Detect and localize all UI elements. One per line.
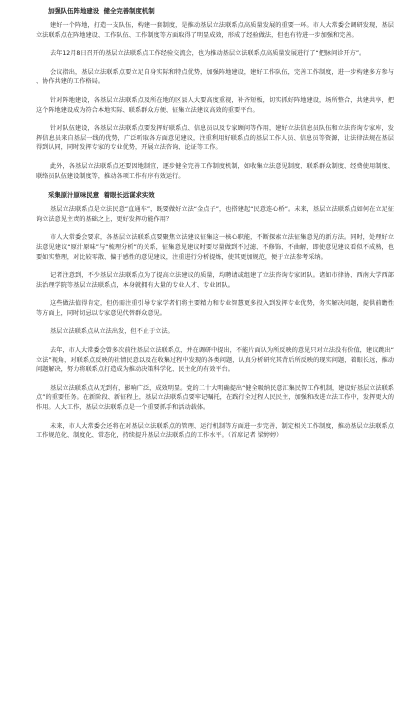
paragraph: 针对阵地建设，各基层立法联系点及所在地的区县人大要高度重视，补齐短板，切实抓好阵地建设，场所整合，共建共享，把这个阵地建设成为符合本地实际、联系群众方便、征集立法建议高效的重要平台。	[36, 96, 394, 114]
paragraph: 这些做法值得肯定，但仍需注重引导专家学者们将主要精力和专业智慧更多投入到发挥专业优势，务实解决问题，提供前瞻性等方面上，同时切忌以专家意见代替群众意见。	[36, 300, 394, 317]
paragraph: 针对队伍建设，各基层立法联系点要发挥好联系点、信息员以及专家顾问等作用，建好立法信息员队伍和立法咨询专家库，发挥信息员来自基层一线的优势，广泛听取各方面意见建议，注重利用好联系点的基层工作人员、信息员等资源，让法律法规在基层得到认同，同时发挥专家的专业优势，开展立法咨询、论证等工作。	[36, 125, 394, 152]
paragraph: 去年12月8日召开的基层立法联系点工作经验交流会，也为推动基层立法联系点高质量发展进行了“把脉问诊开方”。	[50, 50, 366, 58]
paragraph: 去年，市人大常委会曾多次前往基层立法联系点，并在调研中提出，不能片面认为所反映的意见只对立法没有价值，建议跳出“立法”视角，对联系点反映的社情民意以及在收集过程中发现的各类问题，认真分析研究其背后所反映的现实问题，着眼长远，推动问题解决，努力将联系点打造成为推动决策科学化、民主化的有效平台。	[36, 347, 394, 374]
paragraph: 基层立法联系点是立法民意“直通车”，既要做好立法“金点子”，也搭建起“民意连心桥”。未来，基层立法联系点如何在立足征询立法意见主责的基础之上，更好发挥功能作用？	[36, 206, 394, 223]
paragraph: 此外，各基层立法联系点还要因地制宜，逐步健全完善工作制度机制，如收集立法意见制度、联系群众制度、经费使用制度、联络员队伍建设制度等，推动各项工作有序有效运行。	[36, 162, 394, 180]
section-heading-public-opinion: 采集原汁原味民意 着眼长远谋求实效	[48, 191, 155, 200]
paragraph: 建好一个阵地，打造一支队伍，构建一套制度，是推动基层立法联系点高质量发展的重要一环。市人大常委会调研发现，基层立法联系点在阵地建设、工作队伍、工作制度等方面取得了明显成效，形成了经验做法，但也有待进一步加强和完善。	[36, 22, 394, 39]
paragraph: 基层立法联系点从无到有，影响广泛，成效明显。党的二十大明确提出“健全吸纳民意汇集民智工作机制，建设好基层立法联系点”的重要任务。在新阶段、新征程上，基层立法联系点要牢记嘱托，在践行全过程人民民主，加强和改进立法工作中，发挥更大的作用。人大工作，基层立法联系点是一个重要抓手和活动载体。	[36, 384, 394, 412]
paragraph: 会议指出，基层立法联系点要立足自身实际和特点优势，加强阵地建设，建好工作队伍，完善工作制度，进一步构建多方参与、协作共建的工作格局。	[36, 68, 394, 86]
paragraph: 基层立法联系点从立法出发，但不止于立法。	[50, 328, 174, 336]
paragraph: 市人大常委会要求，各基层立法联系点要聚焦立法建议征集这一核心职能，不断探索立法征集意见的新方法。同时，处理好立法意见建议“原汁原味”与“梳理分析”的关系，征集意见建议时要尽量做到不过滤、不修饰、不曲解，即使意见建议看似不成熟，也要如实整理，对比较零散、偏于感性的意见建议，注重进行分析提炼，使其更加规范，便于立法参考采纳。	[36, 234, 394, 261]
paragraph: 记者注意到，不少基层立法联系点为了提高立法建议的质量，均聘请或组建了立法咨询专家团队。诸如市律协、西南大学西部法治理学院等基层立法联系点，本身就拥有大量的专业人才、专业团队。	[36, 272, 394, 289]
paragraph-closing-byline: 未来，市人大常委会还将在对基层立法联系点的管理、运行机制等方面进一步完善，制定相关工作制度，推动基层立法联系点工作规范化、制度化、常态化，持续提升基层立法联系点的工作水平。（首席记者 梁婷婷）	[36, 422, 394, 440]
article	[36, 6, 394, 450]
section-heading-team-building: 加强队伍阵地建设 健全完善制度机制	[48, 7, 155, 15]
